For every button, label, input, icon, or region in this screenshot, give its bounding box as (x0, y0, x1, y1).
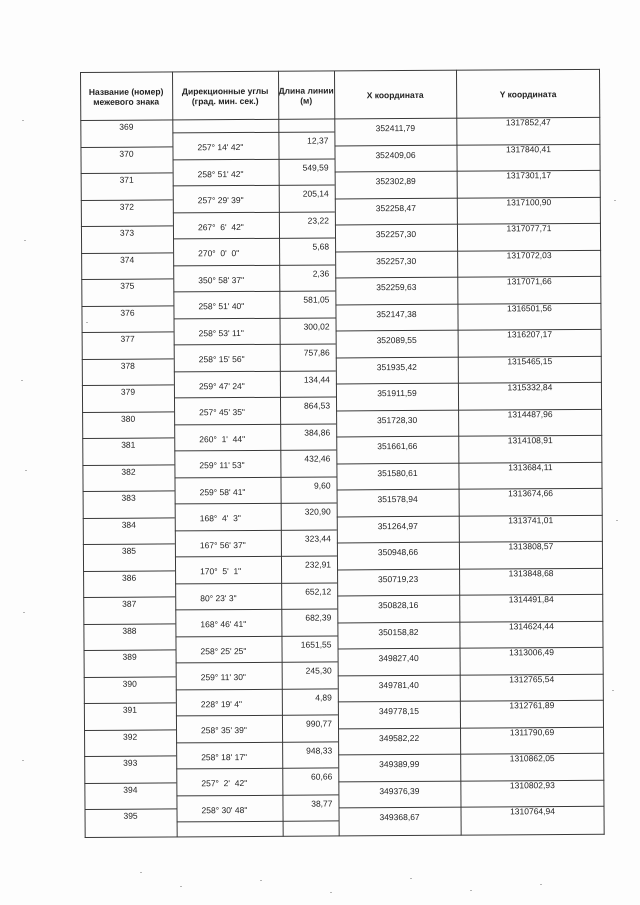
point-name: 387 (122, 598, 137, 609)
scan-speck (470, 890, 472, 891)
y-coordinate: 1315465,15 (507, 355, 553, 366)
x-coordinate: 352258,47 (375, 202, 416, 213)
directional-angle: 270° 0' 0" (198, 248, 240, 259)
x-coordinate: 350828,16 (378, 599, 419, 611)
segment-row-rule (175, 529, 337, 531)
y-coordinate: 1317072,03 (506, 249, 552, 260)
line-length: 205,14 (302, 188, 329, 199)
y-coordinate: 1314487,96 (507, 408, 553, 419)
x-coordinate: 349781,40 (378, 679, 419, 690)
segment-row-rule (176, 662, 338, 664)
directional-angle: 257° 14' 42" (197, 142, 244, 153)
line-length: 384,86 (304, 427, 331, 438)
point-name: 376 (120, 307, 135, 318)
segment-row-rule (173, 158, 335, 160)
segment-row-rule (176, 741, 338, 743)
point-name: 386 (121, 572, 137, 583)
scan-speck (260, 880, 262, 881)
point-name: 392 (122, 731, 138, 742)
scan-speck (330, 892, 332, 893)
column-divider (599, 69, 605, 835)
scan-speck (86, 322, 88, 323)
y-coordinate: 1317100,90 (506, 196, 552, 207)
y-coordinate: 1314491,84 (508, 594, 554, 605)
directional-angle: 257° 2' 42" (201, 778, 248, 789)
y-coordinate: 1314108,91 (507, 435, 553, 446)
table-bottom-border (85, 834, 605, 838)
scan-speck (616, 520, 618, 521)
point-name: 380 (120, 413, 136, 424)
directional-angle: 228° 19' 4" (200, 698, 243, 710)
y-coordinate: 1317840,41 (505, 143, 551, 154)
header-point-name: Название (номер) межевого знака (88, 86, 164, 107)
y-coordinate: 1310802,93 (509, 779, 555, 790)
point-name: 395 (123, 810, 138, 821)
directional-angle: 267° 6' 42" (197, 221, 244, 233)
directional-angle: 168° 46' 41" (200, 619, 247, 630)
scan-speck (612, 690, 614, 691)
directional-angle: 350° 58' 37" (198, 274, 245, 286)
line-length: 23,22 (307, 215, 329, 226)
x-coordinate: 349778,15 (378, 705, 420, 717)
y-coordinate: 1313684,11 (508, 461, 553, 472)
directional-angle: 259° 47' 24" (198, 380, 245, 392)
line-length: 60,66 (310, 771, 333, 782)
x-coordinate: 350719,23 (377, 573, 419, 584)
directional-angle: 258° 30' 48" (201, 804, 248, 816)
line-length: 38,77 (311, 798, 333, 809)
point-name: 375 (120, 280, 135, 291)
y-coordinate: 1315332,84 (507, 382, 553, 393)
column-divider (80, 72, 86, 838)
y-coordinate: 1312761,89 (509, 700, 555, 711)
y-coordinate: 1313848,68 (508, 567, 554, 578)
x-coordinate: 351661,66 (377, 440, 418, 452)
x-coordinate: 349376,39 (379, 785, 420, 796)
line-length: 9,60 (313, 480, 331, 491)
y-coordinate: 1310862,05 (509, 753, 555, 764)
y-coordinate: 1313006,49 (509, 647, 555, 658)
line-length: 2,36 (312, 268, 330, 279)
y-coordinate: 1310764,94 (510, 806, 556, 817)
x-coordinate: 349827,40 (378, 652, 419, 664)
x-coordinate: 352257,30 (375, 228, 417, 240)
point-name: 385 (121, 545, 137, 556)
scan-speck (21, 380, 23, 381)
point-name: 393 (123, 757, 138, 768)
scan-speck (614, 200, 616, 201)
boundary-points-table (80, 69, 605, 838)
x-coordinate: 351578,94 (377, 493, 418, 505)
line-length: 652,12 (305, 586, 332, 597)
segment-row-rule (173, 211, 335, 213)
segment-row-rule (175, 503, 337, 505)
y-coordinate: 1316207,17 (507, 329, 553, 340)
directional-angle: 170° 5' 1" (200, 566, 242, 577)
y-coordinate: 1313741,01 (508, 514, 554, 525)
y-coordinate: 1314624,44 (508, 620, 554, 631)
point-name: 373 (119, 227, 135, 238)
scan-speck (23, 612, 25, 613)
point-name: 371 (119, 174, 134, 185)
x-coordinate: 350158,82 (378, 626, 419, 637)
line-length: 134,44 (303, 374, 330, 385)
header-line-length: Длина линии (м) (278, 85, 334, 106)
line-length: 864,53 (304, 400, 331, 411)
directional-angle: 257° 45' 35" (199, 407, 245, 418)
segment-row-rule (173, 185, 335, 187)
point-name: 388 (122, 625, 137, 636)
segment-row-rule (176, 688, 338, 690)
y-coordinate: 1311790,69 (509, 726, 555, 737)
directional-angle: 258° 51' 40" (198, 301, 245, 312)
x-coordinate: 349389,99 (379, 758, 420, 770)
point-name: 394 (123, 784, 138, 795)
line-length: 232,91 (304, 559, 332, 570)
y-coordinate: 1316501,56 (506, 302, 552, 313)
segment-row-rule (172, 132, 334, 134)
x-coordinate: 352089,55 (376, 334, 417, 346)
line-length: 245,30 (305, 665, 332, 676)
x-coordinate: 352409,06 (375, 149, 416, 160)
line-length: 1651,55 (300, 639, 332, 650)
segment-row-rule (174, 450, 336, 452)
y-coordinate: 1317852,47 (505, 117, 551, 128)
point-name: 379 (120, 386, 136, 397)
directional-angle: 259° 11' 53" (199, 460, 245, 471)
x-coordinate: 352302,89 (375, 175, 416, 187)
directional-angle: 168° 4' 3" (199, 513, 241, 524)
line-length: 990,77 (305, 718, 333, 729)
segment-row-rule (174, 476, 336, 478)
segment-row-rule (173, 291, 335, 293)
scan-speck (25, 470, 27, 471)
scan-speck (410, 878, 412, 879)
line-length: 323,44 (304, 533, 331, 544)
x-coordinate: 351911,59 (377, 387, 417, 399)
segment-row-rule (174, 317, 336, 319)
x-coordinate: 352147,38 (376, 308, 417, 319)
segment-row-rule (173, 264, 335, 266)
point-name: 381 (121, 439, 136, 450)
line-length: 300,02 (303, 321, 330, 332)
directional-angle: 259° 58' 41" (199, 486, 246, 498)
header-y-coordinate: Y координата (499, 89, 557, 100)
directional-angle: 257° 29' 39" (197, 195, 244, 206)
directional-angle: 260° 1' 44" (199, 433, 246, 445)
x-coordinate: 351728,30 (377, 414, 418, 425)
scan-speck (140, 872, 142, 873)
line-length: 320,90 (304, 506, 331, 517)
line-length: 432,46 (304, 453, 331, 464)
x-coordinate: 352257,30 (376, 255, 417, 266)
segment-row-rule (176, 768, 338, 770)
x-coordinate: 352259,63 (376, 281, 417, 293)
y-coordinate: 1312765,54 (509, 673, 555, 684)
segment-row-rule (175, 556, 337, 558)
line-length: 682,39 (305, 612, 332, 623)
segment-row-rule (174, 397, 336, 399)
y-coordinate: 1313674,66 (508, 488, 554, 499)
header-x-coordinate: X координата (366, 89, 424, 101)
header-directional-angle: Дирекционные углы (град. мин. сек.) (181, 85, 269, 107)
line-length: 549,59 (302, 162, 329, 173)
column-divider (456, 70, 462, 836)
point-name: 370 (119, 148, 134, 159)
x-coordinate: 351264,97 (377, 520, 418, 531)
directional-angle: 258° 51' 42" (197, 168, 244, 180)
line-length: 5,68 (312, 241, 330, 252)
scan-speck (24, 240, 26, 241)
point-name: 390 (122, 678, 137, 689)
directional-angle: 80° 23' 3" (200, 592, 237, 604)
point-name: 374 (120, 254, 135, 265)
segment-row-rule (174, 344, 336, 346)
scan-speck (180, 886, 182, 887)
segment-row-rule (174, 370, 336, 372)
segment-row-rule (174, 423, 336, 425)
line-length: 581,05 (303, 294, 330, 305)
y-coordinate: 1317301,17 (506, 170, 552, 181)
segment-row-rule (176, 715, 338, 717)
point-name: 389 (122, 651, 137, 662)
scan-speck (22, 120, 24, 121)
directional-angle: 258° 18' 17" (201, 751, 248, 763)
point-name: 391 (122, 704, 138, 715)
segment-row-rule (175, 582, 337, 584)
line-length: 12,37 (307, 135, 329, 146)
point-name: 377 (120, 333, 135, 344)
line-length: 757,86 (303, 347, 330, 358)
y-coordinate: 1317071,66 (506, 276, 552, 287)
segment-row-rule (173, 238, 335, 240)
line-length: 4,89 (315, 692, 332, 703)
point-name: 369 (119, 121, 134, 132)
scan-speck (540, 884, 542, 885)
x-coordinate: 350948,66 (377, 546, 419, 558)
segment-row-rule (175, 635, 337, 637)
x-coordinate: 351935,42 (376, 361, 417, 372)
directional-angle: 258° 15' 56" (198, 354, 245, 365)
point-name: 382 (121, 466, 136, 477)
x-coordinate: 352411,79 (375, 122, 416, 134)
directional-angle: 167° 56' 37" (199, 539, 246, 551)
point-name: 372 (119, 201, 134, 212)
segment-row-rule (176, 794, 338, 796)
x-coordinate: 349582,22 (378, 732, 420, 743)
directional-angle: 258° 35' 39" (200, 725, 247, 736)
directional-angle: 258° 25' 25" (200, 645, 247, 657)
scan-speck (22, 760, 24, 761)
point-name: 383 (121, 492, 136, 503)
point-name: 378 (120, 360, 135, 371)
y-coordinate: 1317077,71 (506, 223, 552, 234)
directional-angle: 258° 53' 11" (198, 327, 244, 339)
directional-angle: 259° 11' 30" (200, 672, 246, 683)
point-name: 384 (121, 519, 136, 530)
segment-row-rule (175, 609, 337, 611)
x-coordinate: 349368,67 (379, 811, 420, 823)
y-coordinate: 1313808,57 (508, 541, 554, 552)
segment-row-rule (177, 821, 339, 823)
x-coordinate: 351580,61 (377, 467, 418, 478)
line-length: 948,33 (306, 745, 333, 756)
